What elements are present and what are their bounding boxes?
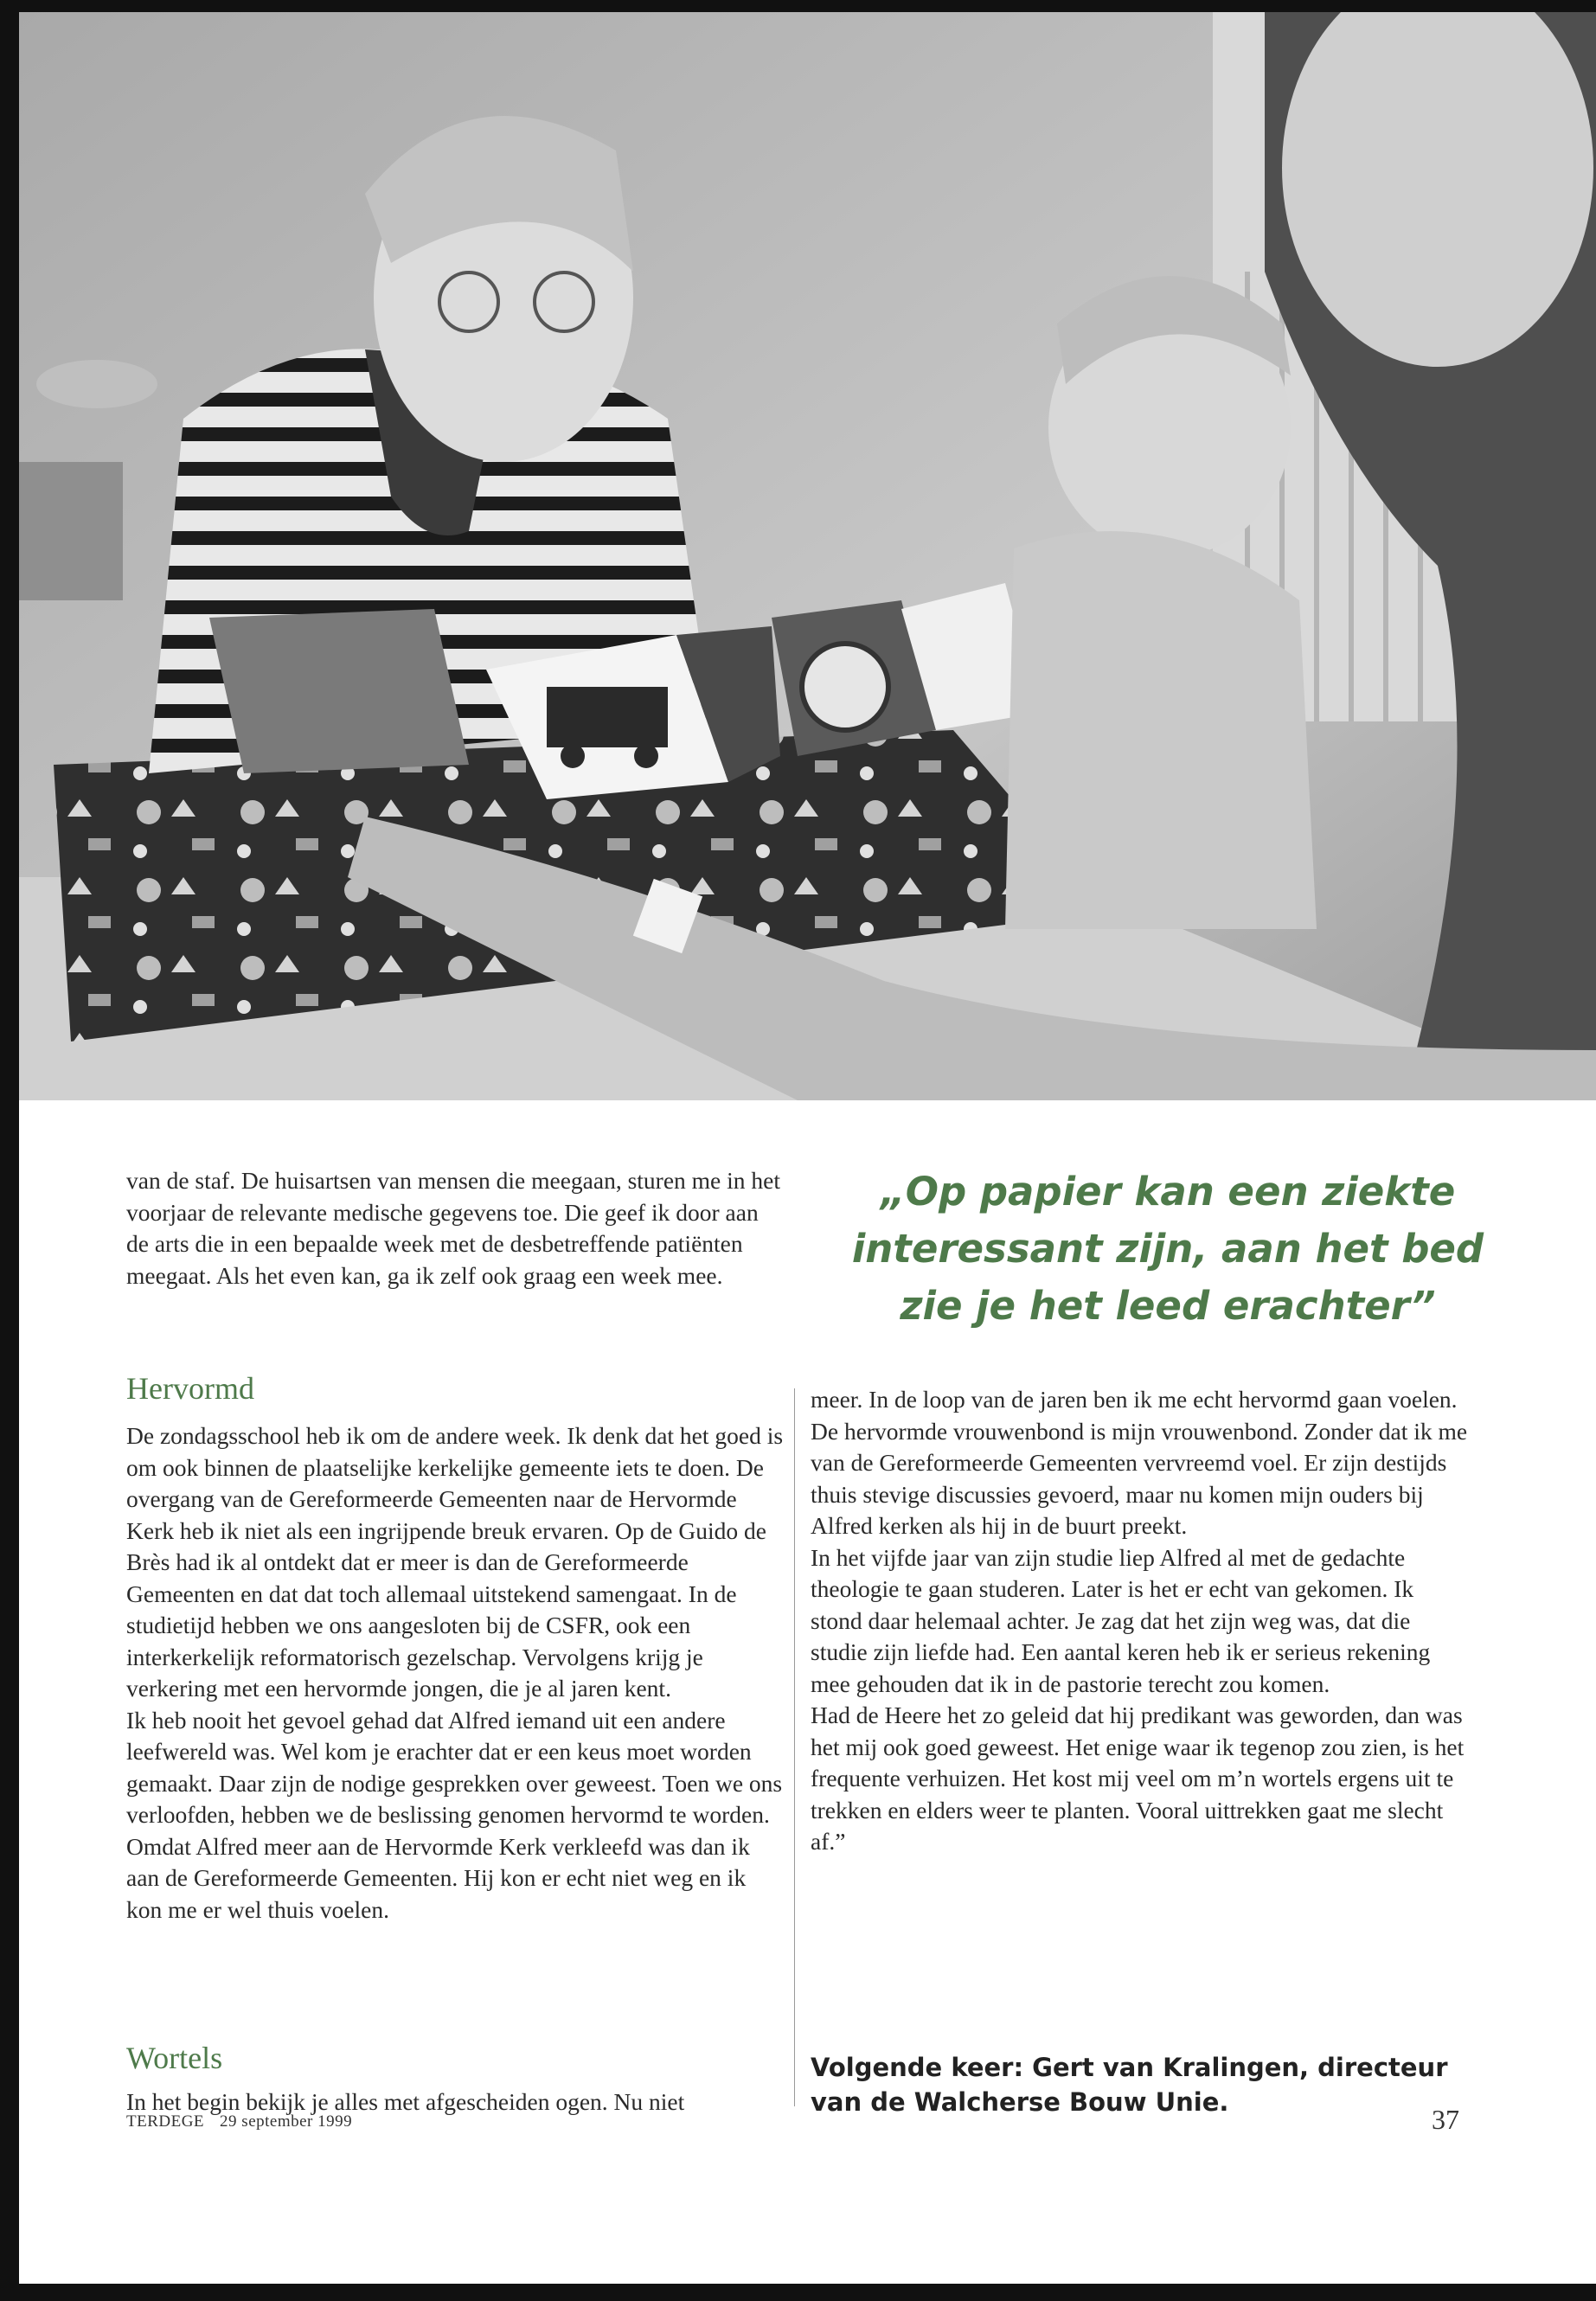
heading-wortels: Wortels (126, 2041, 223, 2075)
column-divider (794, 1388, 795, 2106)
paragraph: De zondagsschool heb ik om de andere week. Ik denk dat het goed is om ook binnen de plaatselijke kerkelijke gemeente iets te doen. De overgang van de Gereformeerde Gemeenten naar de Hervormde Kerk heb ik niet als een ingrijpende breuk ervaren. Op de Guido de Brès had ik al ontdekt dat er meer is dan de Gereformeerde Gemeenten en dat dat toch allemaal uitstekend samengaat. In de studietijd hebben we ons aangesloten bij de CSFR, ook een interkerkelijk reformatorisch gezelschap. Vervolgens krijg je verkering met een hervormde jongen, die je al jaren kent. (126, 1422, 784, 1702)
photo-illustration (19, 12, 1596, 1100)
paragraph: In het vijfde jaar van zijn studie liep Alfred al met de gedachte theologie te gaan studeren. Later is het er echt van gekomen. Ik stond daar helemaal achter. Je zag dat het zijn weg was, dat die studie zijn liefde had. Een aantal keren heb ik er serieus rekening mee gehouden dat ik in de pastorie terecht zou komen. (811, 1543, 1431, 1697)
heading-hervormd: Hervormd (126, 1371, 254, 1406)
pull-quote-line-3: zie je het leed erachter” (900, 1283, 1436, 1329)
column-left (126, 1420, 784, 1926)
intro-text: van de staf. De huisartsen van mensen die meegaan, sturen me in het voorjaar de relevante medische gegevens toe. Die geef ik door aan de arts die in een bepaalde week met de desbetreffende patiënten meegaat. Als het even kan, ga ik zelf ook graag een week mee. (126, 1167, 780, 1289)
column-right (811, 1384, 1468, 1858)
pull-quote (804, 1163, 1531, 1335)
page-border-top (0, 0, 1596, 12)
footer (126, 2112, 352, 2131)
pull-quote-line-2: interessant zijn, aan het bed (851, 1226, 1484, 1272)
magazine-name: TERDEGE (126, 2112, 205, 2131)
next-issue-note: Volgende keer: Gert van Kralingen, directeur van de Walcherse Bouw Unie. (811, 2053, 1448, 2117)
paragraph: In het begin bekijk je alles met afgescheiden ogen. Nu niet (126, 2088, 685, 2115)
page-border-left (0, 0, 19, 2301)
issue-date: 29 september 1999 (220, 2112, 353, 2131)
page-border-bottom (0, 2284, 1596, 2301)
article-photo (19, 12, 1596, 1100)
paragraph: Ik heb nooit het gevoel gehad dat Alfred iemand uit een andere leefwereld was. Wel kom je erachter dat er een keus moet worden gemaakt. Daar zijn de nodige gesprekken over geweest. Toen we ons verloofden, hebben we de beslissing genomen hervormd te worden. Omdat Alfred meer aan de Hervormde Kerk verkleefd was dan ik aan de Gereformeerde Gemeenten. Hij kon er echt niet weg en ik kon me er wel thuis voelen. (126, 1706, 783, 1923)
page-number: 37 (1432, 2104, 1459, 2135)
intro-paragraph (126, 1165, 784, 1292)
pull-quote-line-1: „Op papier kan een ziekte (880, 1169, 1456, 1215)
paragraph: meer. In de loop van de jaren ben ik me echt hervormd gaan voelen. De hervormde vrouwenbond is mijn vrouwenbond. Zonder dat ik me van de Gereformeerde Gemeenten vervreemd voel. Er zijn destijds thuis stevige discussies gevoerd, maar nu komen mijn ouders bij Alfred kerken als hij in de buurt preekt. (811, 1386, 1468, 1539)
paragraph: Had de Heere het zo geleid dat hij predikant was geworden, dan was het mij ook goed geweest. Het enige waar ik tegenop zou zien, is het frequente verhuizen. Het kost mij veel om m’n wortels ergens uit te trekken en elders weer te planten. Vooral uittrekken gaat me slecht af.” (811, 1702, 1465, 1855)
